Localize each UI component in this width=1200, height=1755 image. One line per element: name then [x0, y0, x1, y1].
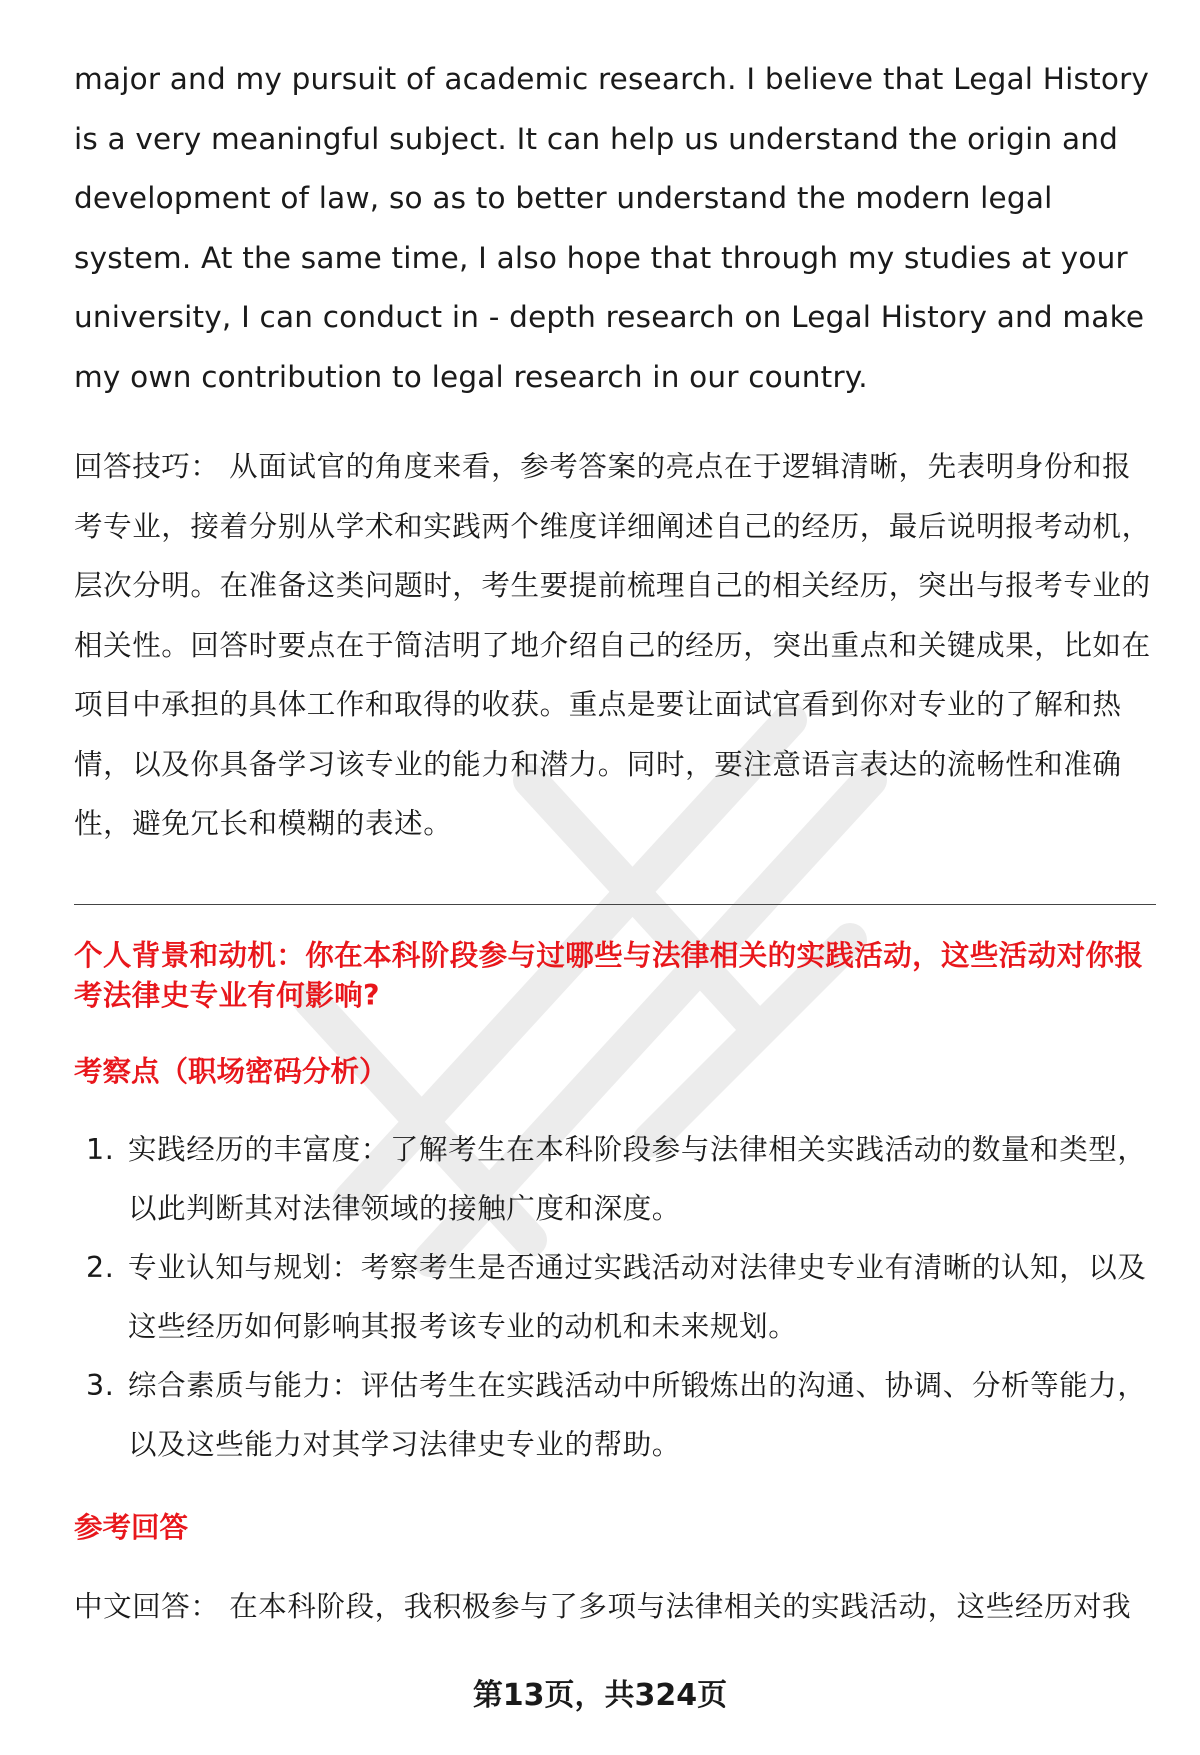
chinese-answer-label: 中文回答： — [74, 1590, 220, 1623]
list-item-number: 2. — [86, 1251, 115, 1284]
document-page — [74, 0, 1156, 1755]
english-answer-paragraph: major and my pursuit of academic research. I believe that Legal History is a very meaningful subject. It can help us understand the origin and development of law, so as to better understand the modern legal system. At the same time, I also hope that through my studies at your university, I can conduct in - depth research on Legal History and make my own contribution to legal research in our country. — [74, 62, 1150, 394]
list-item — [74, 1120, 1156, 1238]
list-item — [74, 1356, 1156, 1474]
section-divider — [74, 904, 1156, 905]
question-heading: 个人背景和动机：你在本科阶段参与过哪些与法律相关的实践活动，这些活动对你报考法律史专业有何影响? — [74, 939, 1144, 1012]
list-item-text: 综合素质与能力：评估考生在实践活动中所锻炼出的沟通、协调、分析等能力，以及这些能力对其学习法律史专业的帮助。 — [128, 1369, 1147, 1461]
reference-answer-heading: 参考回答 — [74, 1511, 189, 1544]
chinese-answer-text: 在本科阶段，我积极参与了多项与法律相关的实践活动，这些经历对我 — [219, 1590, 1132, 1623]
assessment-points-list — [74, 1120, 1156, 1474]
list-item-number: 3. — [86, 1369, 115, 1402]
chinese-answer-paragraph — [74, 1577, 1156, 1637]
page-number-footer: 第13页，共324页 — [472, 1678, 728, 1713]
list-item-text: 实践经历的丰富度：了解考生在本科阶段参与法律相关实践活动的数量和类型，以此判断其对法律领域的接触广度和深度。 — [128, 1133, 1147, 1225]
list-item — [74, 1238, 1156, 1356]
answer-tips-paragraph — [74, 437, 1156, 854]
list-item-text: 专业认知与规划：考察考生是否通过实践活动对法律史专业有清晰的认知，以及这些经历如何影响其报考该专业的动机和未来规划。 — [128, 1251, 1147, 1343]
answer-tips-text: 从面试官的角度来看，参考答案的亮点在于逻辑清晰，先表明身份和报考专业，接着分别从学术和实践两个维度详细阐述自己的经历，最后说明报考动机，层次分明。在准备这类问题时，考生要提前梳理自己的相关经历，突出与报考专业的相关性。回答时要点在于简洁明了地介绍自己的经历，突出重点和关键成果，比如在项目中承担的具体工作和取得的收获。重点是要让面试官看到你对专业的了解和热情，以及你具备学习该专业的能力和潜力。同时，要注意语言表达的流畅性和准确性，避免冗长和模糊的表述。 — [74, 450, 1151, 840]
list-item-number: 1. — [86, 1133, 115, 1166]
answer-tips-label: 回答技巧： — [74, 450, 220, 483]
assessment-points-heading: 考察点（职场密码分析） — [74, 1055, 388, 1088]
